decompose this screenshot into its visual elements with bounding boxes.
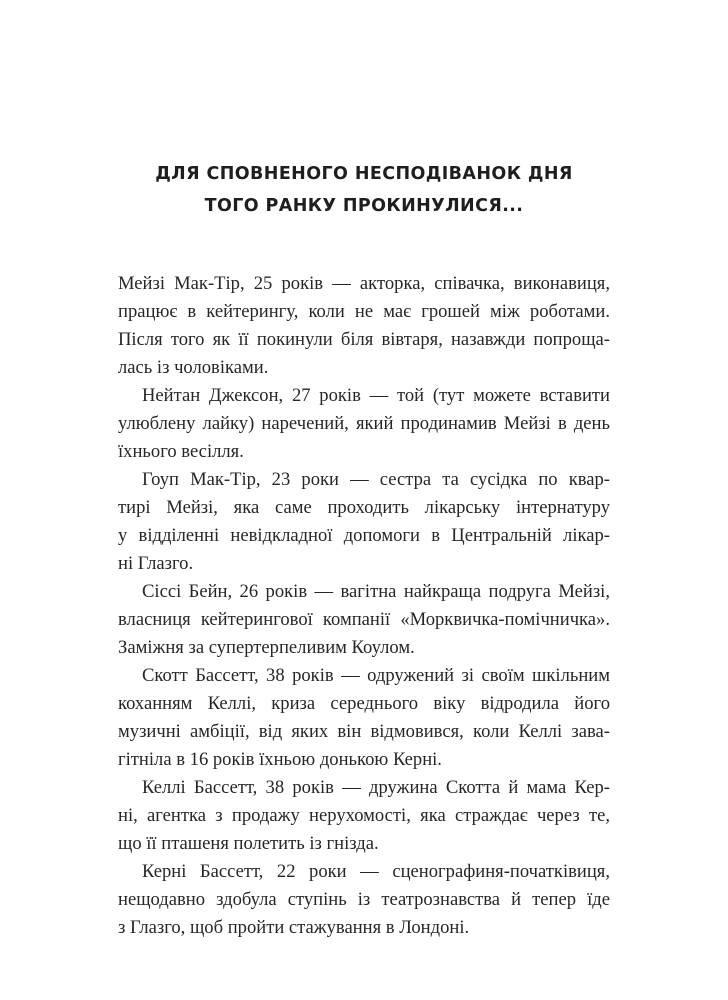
character-paragraph	[118, 270, 610, 382]
text-line: Келлі Бассетт, 38 років — дружина Скотта й мама Кер-	[142, 777, 610, 798]
character-paragraph	[118, 578, 610, 662]
text-line: з Глазго, щоб пройти стажування в Лондоні.	[118, 917, 470, 938]
text-line: тирі Мейзі, яка саме проходить лікарську інтернатуру	[118, 497, 610, 518]
text-line: гітніла в 16 років їхньою донькою Керні.	[118, 749, 442, 770]
text-line: ні, агентка з продажу нерухомості, яка страждає через те,	[118, 805, 610, 826]
text-line: у відділенні невідкладної допомоги в Центральній лікар-	[118, 525, 610, 546]
text-line: Скотт Бассетт, 38 років — одружений зі своїм шкільним	[142, 665, 610, 686]
text-line: нещодавно здобула ступінь із театрознавства й тепер їде	[118, 889, 610, 910]
text-line: Заміжня за супертерпеливим Коулом.	[118, 637, 415, 658]
character-paragraph	[118, 662, 610, 774]
text-line: Гоуп Мак-Тір, 23 роки — сестра та сусідка по квар-	[142, 469, 610, 490]
text-line: лась із чоловіками.	[118, 357, 269, 378]
text-line: Після того як її покинули біля вівтаря, назавжди попроща-	[118, 329, 610, 350]
text-line: Сіссі Бейн, 26 років — вагітна найкраща подруга Мейзі,	[142, 581, 610, 602]
page-title-line-2: ТОГО РАНКУ ПРОКИНУЛИСЯ...	[204, 196, 524, 216]
text-line: працює в кейтерингу, коли не має грошей між роботами.	[118, 301, 610, 322]
text-line: коханням Келлі, криза середнього віку відродила його	[118, 693, 610, 714]
text-line: що її пташеня полетить із гнізда.	[118, 833, 379, 854]
text-line: їхнього весілля.	[118, 441, 244, 462]
page-title-line-1: ДЛЯ СПОВНЕНОГО НЕСПОДІВАНОК ДНЯ	[155, 164, 573, 184]
text-line: Нейтан Джексон, 27 років — той (тут можете вставити	[142, 385, 610, 406]
text-line: улюблену лайку) наречений, який продинамив Мейзі в день	[118, 413, 610, 434]
character-paragraph	[118, 466, 610, 578]
text-line: власниця кейтерингової компанії «Морквичка-помічничка».	[118, 609, 610, 630]
character-paragraph	[118, 382, 610, 466]
text-line: Мейзі Мак-Тір, 25 років — акторка, співачка, виконавиця,	[118, 273, 610, 294]
text-line: музичні амбіції, від яких він відмовився, коли Келлі зава-	[118, 721, 610, 742]
character-paragraph	[118, 858, 610, 942]
text-line: Керні Бассетт, 22 роки — сценографиня-початківиця,	[142, 861, 610, 882]
character-list	[118, 270, 610, 942]
character-paragraph	[118, 774, 610, 858]
text-line: ні Глазго.	[118, 553, 194, 574]
